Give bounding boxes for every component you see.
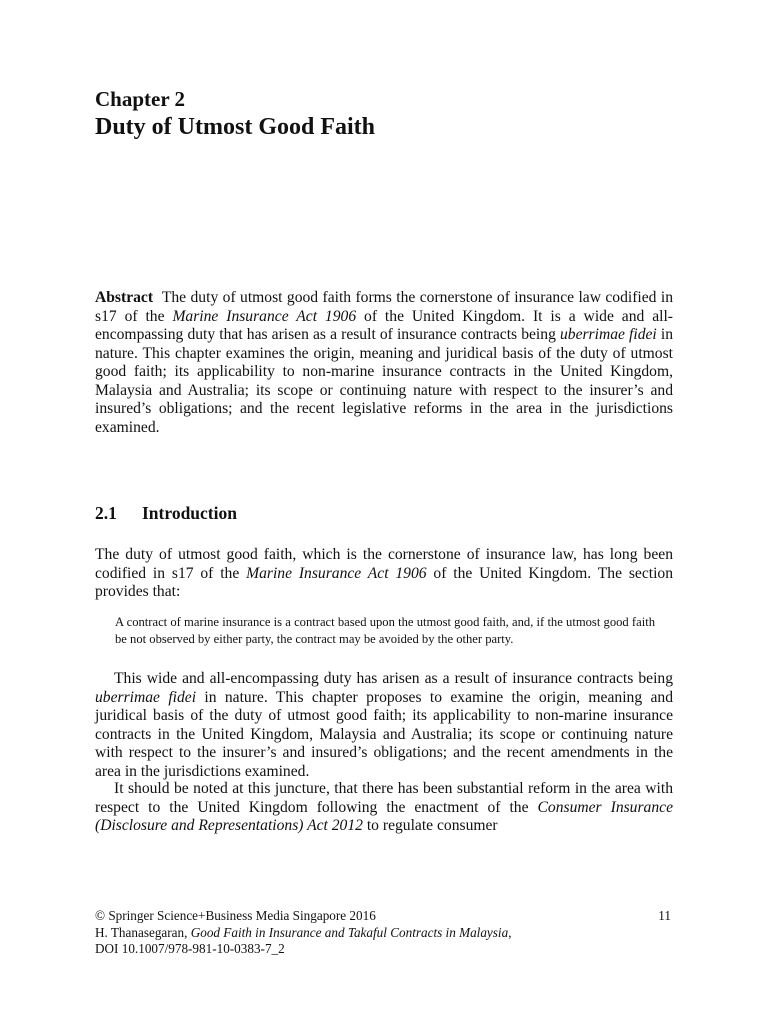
act-reference: Marine Insurance Act 1906	[246, 564, 427, 582]
abstract-label: Abstract	[95, 289, 154, 306]
body-paragraph	[95, 670, 673, 781]
body-text: to regulate consumer	[362, 817, 498, 834]
section-number: 2.1	[95, 503, 117, 523]
body-text: The duty of utmost good faith, which is the cornerstone of insurance law, has long been codified in s17 of the	[95, 546, 673, 582]
body-text: It should be noted at this juncture, that there has been substantial reform in the area with respect to the United Kingdom following the enactment of the	[95, 780, 673, 816]
copyright-line: © Springer Science+Business Media Singapore 2016	[95, 908, 376, 923]
abstract-text: The duty of utmost good faith forms the cornerstone of insurance law codified in s17 of the	[95, 289, 674, 325]
body-paragraph	[95, 780, 673, 836]
section-title: Introduction	[142, 503, 237, 523]
doi-line: DOI 10.1007/978-981-10-0383-7_2	[95, 941, 285, 956]
latin-term: uberrimae fidei	[559, 326, 657, 343]
section-heading	[95, 502, 237, 524]
latin-term: uberrimae fidei	[95, 688, 197, 706]
abstract-text: of the United Kingdom. It is a wide and all-encompassing duty that has arisen as a result of insurance contracts being	[95, 307, 673, 343]
chapter-label: Chapter 2	[95, 87, 186, 111]
act-reference: Consumer Insurance (Disclosure and Representations) Act 2012	[95, 798, 673, 834]
page-number: 11	[658, 908, 671, 923]
author-name: H. Thanasegaran,	[95, 924, 191, 940]
body-paragraph	[95, 546, 673, 602]
page-footer	[95, 908, 673, 958]
book-title: Good Faith in Insurance and Takaful Contracts in Malaysia	[190, 924, 509, 940]
abstract-paragraph	[95, 289, 673, 437]
act-reference: Marine Insurance Act 1906	[172, 307, 357, 325]
body-text: in nature. This chapter proposes to examine the origin, meaning and juridical basis of the duty of utmost good faith; its applicability to non-marine insurance contracts in the United Kingdom, Malaysia and Australia; its scope or continuing nature with respect to the insurer’s and insured’s obligations; and the recent amendments in the area in the jurisdictions examined.	[95, 688, 673, 780]
body-text: This wide and all-encompassing duty has arisen as a result of insurance contracts being	[114, 670, 673, 687]
punctuation: ,	[508, 924, 512, 940]
abstract-text: in nature. This chapter examines the origin, meaning and juridical basis of the duty of utmost good faith; its applicability to non-marine insurance contracts in the United Kingdom, Malaysia and Australia; its scope or continuing nature with respect to the insurer’s and insured’s obligations; and the recent legislative reforms in the area in the jurisdictions examined.	[95, 326, 674, 436]
chapter-title: Duty of Utmost Good Faith	[95, 114, 375, 140]
citation-line	[95, 925, 673, 942]
body-text: of the United Kingdom. The section provides that:	[95, 564, 674, 600]
block-quote: A contract of marine insurance is a contract based upon the utmost good faith, and, if the utmost good faith be not observed by either party, the contract may be avoided by the other party.	[115, 615, 655, 646]
